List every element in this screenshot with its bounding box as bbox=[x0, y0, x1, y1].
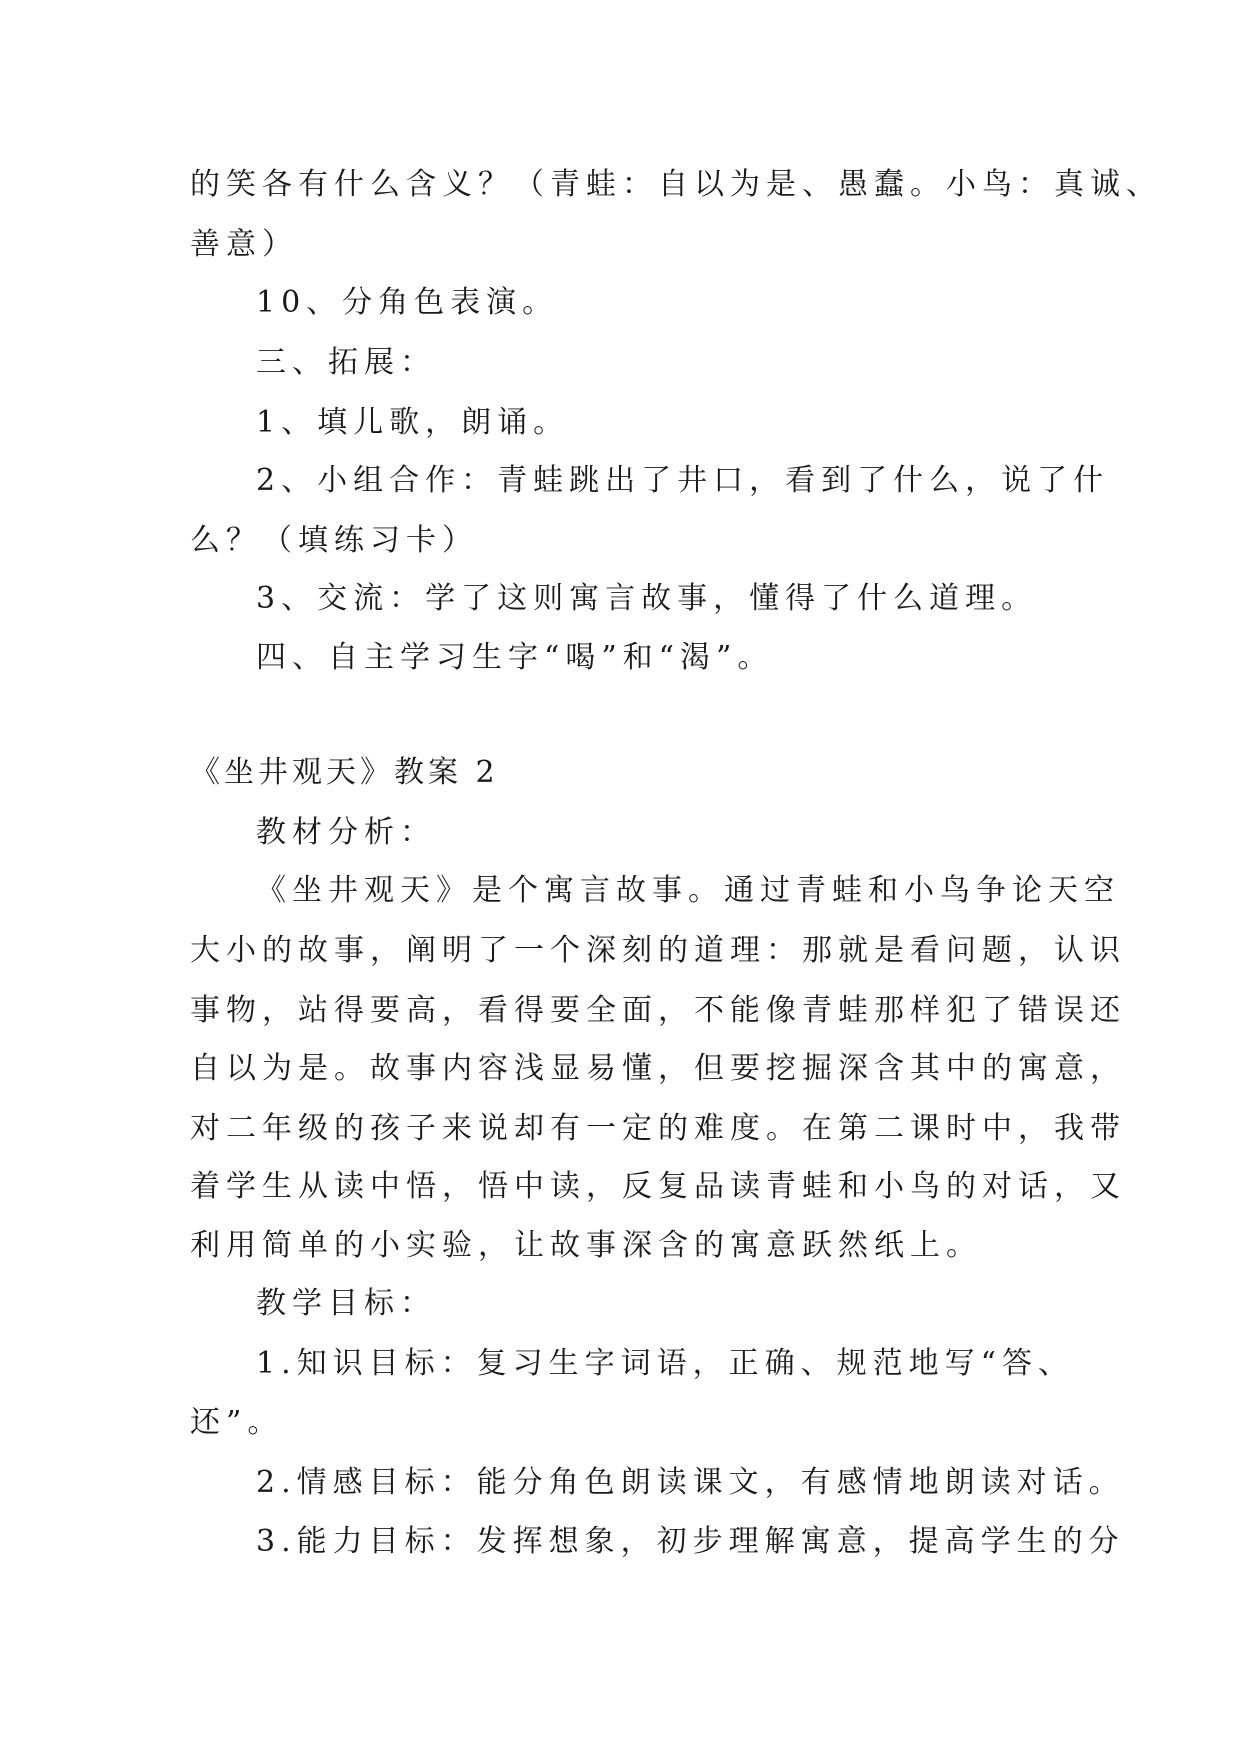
section-heading: 教材分析： bbox=[256, 815, 436, 850]
paragraph-line: 2.情感目标：能分角色朗读课文，有感情地朗读对话。 bbox=[256, 1465, 1125, 1500]
section-heading: 三、拓展： bbox=[256, 345, 436, 380]
section-heading: 教学目标： bbox=[256, 1286, 436, 1321]
paragraph-line: 自以为是。故事内容浅显易懂，但要挖掘深含其中的寓意， bbox=[190, 1051, 1126, 1086]
paragraph-line: 事物，站得要高，看得要全面，不能像青蛙那样犯了错误还 bbox=[190, 993, 1126, 1028]
paragraph-line: 还”。 bbox=[190, 1405, 284, 1440]
paragraph-line: 3、交流：学了这则寓言故事，懂得了什么道理。 bbox=[256, 581, 1038, 616]
paragraph-line: 2、小组合作：青蛙跳出了井口，看到了什么，说了什 bbox=[256, 463, 1110, 498]
paragraph-line: 的笑各有什么含义？（青蛙：自以为是、愚蠢。小鸟：真诚、 bbox=[190, 167, 1162, 202]
document-title: 《坐井观天》教案 2 bbox=[190, 755, 499, 790]
paragraph-line: 3.能力目标：发挥想象，初步理解寓意，提高学生的分 bbox=[256, 1524, 1125, 1559]
paragraph-line: 利用简单的小实验，让故事深含的寓意跃然纸上。 bbox=[190, 1228, 982, 1263]
paragraph-line: 10、分角色表演。 bbox=[256, 285, 559, 320]
paragraph-line: 大小的故事，阐明了一个深刻的道理：那就是看问题，认识 bbox=[190, 933, 1126, 968]
paragraph-line: 对二年级的孩子来说却有一定的难度。在第二课时中，我带 bbox=[190, 1111, 1126, 1146]
paragraph-line: 么？（填练习卡） bbox=[190, 523, 478, 558]
paragraph-line: 1.知识目标：复习生字词语，正确、规范地写“答、 bbox=[256, 1346, 1074, 1381]
paragraph-line: 善意） bbox=[190, 227, 298, 262]
section-heading: 四、自主学习生字“喝”和“渴”。 bbox=[256, 640, 774, 675]
paragraph-line: 《坐井观天》是个寓言故事。通过青蛙和小鸟争论天空 bbox=[256, 873, 1120, 908]
paragraph-line: 1、填儿歌，朗诵。 bbox=[256, 405, 570, 440]
paragraph-line: 着学生从读中悟，悟中读，反复品读青蛙和小鸟的对话，又 bbox=[190, 1169, 1126, 1204]
